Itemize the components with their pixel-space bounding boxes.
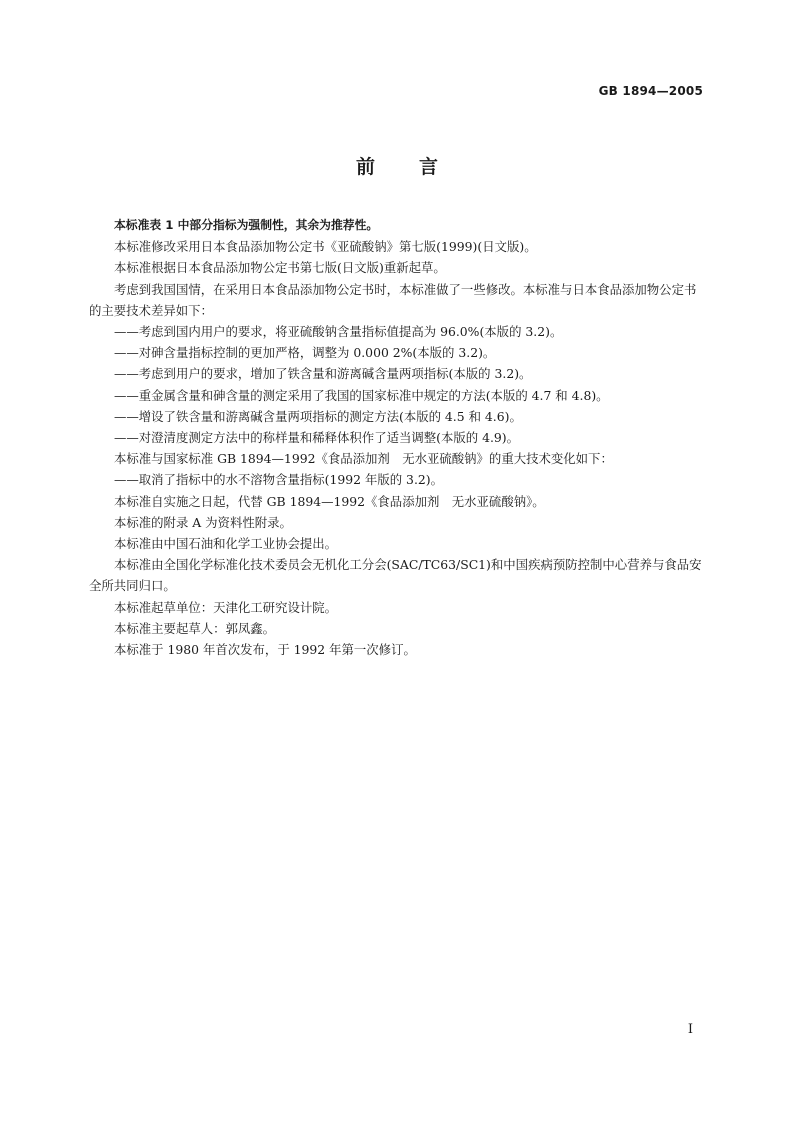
difference-item: ——对砷含量指标控制的更加严格，调整为 0.000 2%(本版的 3.2)。 (114, 345, 496, 361)
difference-item: ——重金属含量和砷含量的测定采用了我国的国家标准中规定的方法(本版的 4.7 和 4.8)。 (114, 387, 609, 403)
paragraph-mandatory-note: 本标准表 1 中部分指标为强制性，其余为推荐性。 (114, 218, 379, 232)
paragraph: 本标准与国家标准 GB 1894—1992《食品添加剂 无水亚硫酸钠》的重大技术变化如下： (114, 451, 613, 467)
paragraph: 本标准由中国石油和化学工业协会提出。 (114, 536, 338, 552)
change-item: ——取消了指标中的水不溶物含量指标(1992 年版的 3.2)。 (114, 472, 443, 488)
difference-item: ——对澄清度测定方法中的称样量和稀释体积作了适当调整(本版的 4.9)。 (114, 430, 520, 446)
page-title (0, 152, 794, 179)
paragraph: 本标准于 1980 年首次发布，于 1992 年第一次修订。 (114, 642, 416, 658)
paragraph: 考虑到我国国情，在采用日本食品添加物公定书时，本标准做了一些修改。本标准与日本食品添加物公定书的主要技术差异如下： (89, 281, 697, 318)
paragraph: 本标准修改采用日本食品添加物公定书《亚硫酸钠》第七版(1999)(日文版)。 (114, 239, 537, 255)
title-char-1: 前 (355, 156, 375, 178)
standard-code: GB 1894—2005 (598, 84, 703, 98)
difference-item: ——考虑到用户的要求，增加了铁含量和游离碱含量两项指标(本版的 3.2)。 (114, 366, 532, 382)
paragraph: 本标准根据日本食品添加物公定书第七版(日文版)重新起草。 (114, 260, 446, 276)
difference-item: ——考虑到国内用户的要求，将亚硫酸钠含量指标值提高为 96.0%(本版的 3.2)。 (114, 324, 563, 340)
paragraph: 本标准起草单位：天津化工研究设计院。 (114, 599, 338, 615)
difference-item: ——增设了铁含量和游离碱含量两项指标的测定方法(本版的 4.5 和 4.6)。 (114, 408, 522, 424)
page-number: I (687, 1022, 693, 1037)
paragraph: 本标准自实施之日起，代替 GB 1894—1992《食品添加剂 无水亚硫酸钠》。 (114, 493, 545, 509)
foreword-body (89, 215, 707, 660)
paragraph: 本标准由全国化学标准化技术委员会无机化工分会(SAC/TC63/SC1)和中国疾病预防控制中心营养与食品安全所共同归口。 (89, 557, 702, 594)
title-char-2: 言 (419, 156, 439, 178)
paragraph: 本标准主要起草人：郭凤鑫。 (114, 620, 276, 636)
paragraph: 本标准的附录 A 为资料性附录。 (114, 514, 292, 530)
